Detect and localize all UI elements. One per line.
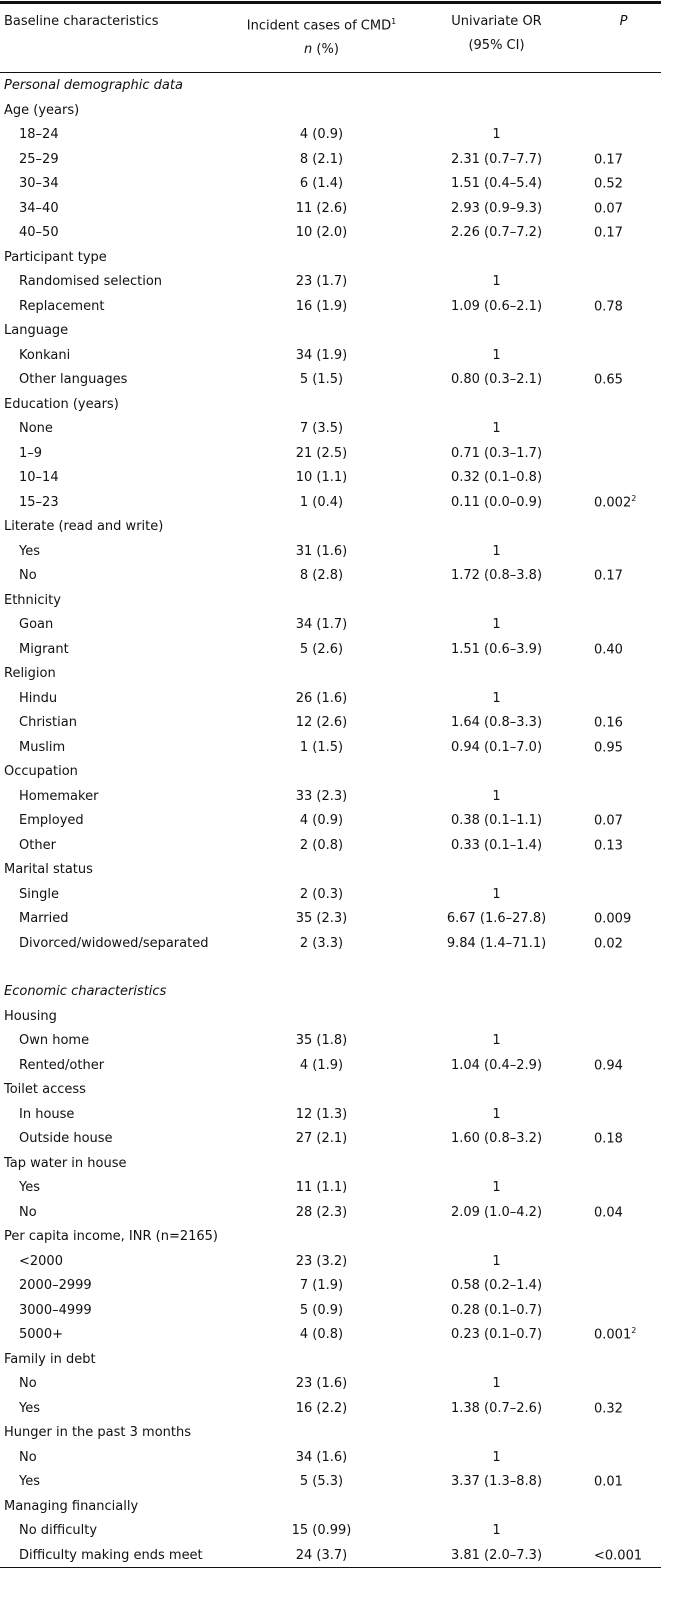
- p-value-cell: [582, 612, 661, 637]
- group-row: [0, 1420, 661, 1445]
- p-value-cell: [582, 1273, 661, 1298]
- odds-ratio-cell: 9.84 (1.4–71.1): [446, 935, 547, 951]
- group-row: [0, 318, 661, 343]
- table-row: [0, 1175, 661, 1200]
- p-value-cell: 0.52: [594, 176, 623, 192]
- p-value-cell: 0.16: [594, 715, 623, 731]
- odds-ratio-cell: 1: [492, 1033, 501, 1049]
- table-body: [0, 72, 661, 1568]
- incident-cases-cell: 23 (1.6): [295, 1376, 348, 1392]
- group-label: Occupation: [4, 764, 78, 780]
- header-univariate-or: Univariate OR (95% CI): [451, 14, 542, 53]
- odds-ratio-cell: 1: [492, 421, 501, 437]
- group-label: Housing: [4, 1008, 57, 1024]
- incident-cases-cell: 8 (2.1): [299, 151, 344, 167]
- table-row: [0, 1445, 661, 1470]
- odds-ratio-cell: 1: [492, 347, 501, 363]
- incident-cases-cell: 2 (3.3): [299, 935, 344, 951]
- table-row: [0, 1543, 661, 1568]
- row-label: Yes: [19, 1400, 40, 1416]
- p-value-cell: [582, 1445, 661, 1470]
- header-row: [0, 4, 661, 62]
- table-row: [0, 882, 661, 907]
- p-value-cell: [582, 882, 661, 907]
- incident-cases-cell: 16 (2.2): [295, 1400, 348, 1416]
- odds-ratio-cell: 1: [492, 1106, 501, 1122]
- row-label: Hindu: [19, 690, 58, 706]
- incident-cases-cell: 1 (0.4): [299, 494, 344, 510]
- group-label: Hunger in the past 3 months: [4, 1425, 192, 1441]
- group-row: [0, 1494, 661, 1519]
- incident-cases-cell: 8 (2.8): [299, 568, 344, 584]
- p-value-cell: [582, 1518, 661, 1543]
- p-value-cell: <0.001: [594, 1548, 643, 1564]
- p-value-cell: 0.32: [594, 1401, 623, 1417]
- group-label: Participant type: [4, 249, 107, 265]
- header-baseline: Baseline characteristics: [4, 14, 159, 29]
- table-row: [0, 539, 661, 564]
- group-row: [0, 1151, 661, 1176]
- table-container: [0, 1, 661, 1568]
- table-row: [0, 1200, 661, 1225]
- odds-ratio-cell: 0.33 (0.1–1.4): [450, 837, 543, 853]
- odds-ratio-cell: 1.04 (0.4–2.9): [450, 1057, 543, 1073]
- p-value-cell: 0.07: [594, 201, 623, 217]
- odds-ratio-cell: 0.32 (0.1–0.8): [450, 470, 543, 486]
- p-value-cell: [582, 465, 661, 490]
- incident-cases-cell: 2 (0.8): [299, 837, 344, 853]
- p-value-cell: [582, 1175, 661, 1200]
- row-label: Rented/other: [19, 1057, 105, 1073]
- row-label: Own home: [19, 1033, 90, 1049]
- row-label: Other languages: [19, 372, 128, 388]
- p-value-cell: [582, 441, 661, 466]
- table-row: [0, 490, 661, 515]
- table-row: [0, 808, 661, 833]
- p-value-cell: 0.17: [594, 225, 623, 241]
- p-value-cell: 0.65: [594, 372, 623, 388]
- p-value-cell: 0.13: [594, 838, 623, 854]
- row-label: Yes: [19, 1180, 40, 1196]
- table-row: [0, 1396, 661, 1421]
- row-label: 1–9: [19, 445, 43, 461]
- group-row: [0, 514, 661, 539]
- odds-ratio-cell: 1.51 (0.4–5.4): [450, 176, 543, 192]
- p-value-cell: 0.40: [594, 642, 623, 658]
- group-label: Managing financially: [4, 1498, 139, 1514]
- table-row: [0, 710, 661, 735]
- group-label: Literate (read and write): [4, 519, 164, 535]
- incident-cases-cell: 5 (0.9): [299, 1302, 344, 1318]
- odds-ratio-cell: 1: [492, 1180, 501, 1196]
- odds-ratio-cell: 1: [492, 617, 501, 633]
- odds-ratio-cell: 0.23 (0.1–0.7): [450, 1327, 543, 1343]
- table-row: [0, 416, 661, 441]
- table-row: [0, 1518, 661, 1543]
- group-row: [0, 1004, 661, 1029]
- incident-cases-cell: 5 (1.5): [299, 372, 344, 388]
- table-row: [0, 1053, 661, 1078]
- incident-cases-cell: 15 (0.99): [291, 1523, 352, 1539]
- table-row: [0, 294, 661, 319]
- odds-ratio-cell: 0.38 (0.1–1.1): [450, 813, 543, 829]
- odds-ratio-cell: 1: [492, 127, 501, 143]
- group-label: Toilet access: [4, 1082, 86, 1098]
- incident-cases-cell: 2 (0.3): [299, 886, 344, 902]
- section-title-text: Personal demographic data: [4, 78, 183, 94]
- row-label: <2000: [19, 1253, 63, 1269]
- p-value-cell: [582, 343, 661, 368]
- p-value-cell: 0.002$^2$: [594, 493, 637, 511]
- row-label: Married: [19, 911, 69, 927]
- incident-cases-cell: 26 (1.6): [295, 690, 348, 706]
- row-label: No: [19, 568, 37, 584]
- table-row: [0, 1322, 661, 1347]
- row-label: In house: [19, 1106, 75, 1122]
- section-title-text: Economic characteristics: [4, 984, 167, 1000]
- row-label: 18–24: [19, 127, 59, 143]
- incident-cases-cell: 31 (1.6): [295, 543, 348, 559]
- row-label: 34–40: [19, 200, 59, 216]
- group-label: Ethnicity: [4, 592, 61, 608]
- p-value-cell: [582, 784, 661, 809]
- p-value-cell: 0.17: [594, 568, 623, 584]
- table-row: [0, 1028, 661, 1053]
- incident-cases-cell: 11 (2.6): [295, 200, 348, 216]
- row-label: No: [19, 1204, 37, 1220]
- row-label: Migrant: [19, 641, 69, 657]
- table-row: [0, 906, 661, 931]
- odds-ratio-cell: 1: [492, 1523, 501, 1539]
- group-label: Religion: [4, 666, 56, 682]
- table-row: [0, 122, 661, 147]
- table-row: [0, 1469, 661, 1494]
- row-label: Goan: [19, 617, 54, 633]
- incident-cases-cell: 12 (1.3): [295, 1106, 348, 1122]
- incident-cases-cell: 10 (2.0): [295, 225, 348, 241]
- odds-ratio-cell: 1: [492, 274, 501, 290]
- incident-cases-cell: 24 (3.7): [295, 1547, 348, 1563]
- table-row: [0, 931, 661, 956]
- incident-cases-cell: 4 (1.9): [299, 1057, 344, 1073]
- section-title: [0, 979, 661, 1004]
- odds-ratio-cell: 1: [492, 543, 501, 559]
- group-label: Tap water in house: [4, 1155, 127, 1171]
- table-row: [0, 171, 661, 196]
- table-row: [0, 735, 661, 760]
- row-label: Muslim: [19, 739, 66, 755]
- odds-ratio-cell: 0.71 (0.3–1.7): [450, 445, 543, 461]
- header-p-value: P: [619, 14, 628, 29]
- odds-ratio-cell: 0.58 (0.2–1.4): [450, 1278, 543, 1294]
- group-row: [0, 245, 661, 270]
- odds-ratio-cell: 1.51 (0.6–3.9): [450, 641, 543, 657]
- table-row: [0, 637, 661, 662]
- p-value-cell: [582, 686, 661, 711]
- p-value-cell: 0.04: [594, 1205, 623, 1221]
- incident-cases-cell: 34 (1.6): [295, 1449, 348, 1465]
- row-label: Yes: [19, 543, 40, 559]
- incident-cases-cell: 33 (2.3): [295, 788, 348, 804]
- odds-ratio-cell: 2.26 (0.7–7.2): [450, 225, 543, 241]
- table-row: [0, 686, 661, 711]
- group-label: Per capita income, INR (n=2165): [4, 1229, 218, 1245]
- row-label: None: [19, 421, 53, 437]
- row-label: 3000–4999: [19, 1302, 92, 1318]
- incident-cases-cell: 21 (2.5): [295, 445, 348, 461]
- results-table: [0, 4, 661, 1568]
- incident-cases-cell: 23 (3.2): [295, 1253, 348, 1269]
- incident-cases-cell: 5 (5.3): [299, 1474, 344, 1490]
- bottom-rule: [0, 1567, 661, 1568]
- p-value-cell: [582, 416, 661, 441]
- p-value-cell: [582, 1298, 661, 1323]
- odds-ratio-cell: 2.31 (0.7–7.7): [450, 151, 543, 167]
- odds-ratio-cell: 3.81 (2.0–7.3): [450, 1547, 543, 1563]
- group-row: [0, 759, 661, 784]
- p-value-cell: 0.07: [594, 813, 623, 829]
- p-value-cell: 0.01: [594, 1474, 623, 1490]
- odds-ratio-cell: 1.64 (0.8–3.3): [450, 715, 543, 731]
- odds-ratio-cell: 1.38 (0.7–2.6): [450, 1400, 543, 1416]
- table-row: [0, 367, 661, 392]
- row-label: Outside house: [19, 1131, 113, 1147]
- incident-cases-cell: 1 (1.5): [299, 739, 344, 755]
- row-label: Divorced/widowed/separated: [19, 935, 209, 951]
- table-row: [0, 465, 661, 490]
- incident-cases-cell: 10 (1.1): [295, 470, 348, 486]
- p-value-cell: 0.009: [594, 911, 632, 927]
- incident-cases-cell: 7 (1.9): [299, 1278, 344, 1294]
- group-row: [0, 1077, 661, 1102]
- table-row: [0, 441, 661, 466]
- table-row: [0, 343, 661, 368]
- group-row: [0, 1347, 661, 1372]
- odds-ratio-cell: 1: [492, 1449, 501, 1465]
- row-label: Employed: [19, 813, 84, 829]
- table-row: [0, 1273, 661, 1298]
- group-label: Age (years): [4, 102, 80, 118]
- p-value-cell: [582, 1371, 661, 1396]
- incident-cases-cell: 23 (1.7): [295, 274, 348, 290]
- odds-ratio-cell: 0.94 (0.1–7.0): [450, 739, 543, 755]
- group-row: [0, 392, 661, 417]
- incident-cases-cell: 34 (1.9): [295, 347, 348, 363]
- table-row: [0, 220, 661, 245]
- p-value-cell: [582, 269, 661, 294]
- p-value-cell: 0.78: [594, 299, 623, 315]
- row-label: 10–14: [19, 470, 59, 486]
- table-row: [0, 147, 661, 172]
- p-value-cell: 0.94: [594, 1058, 623, 1074]
- incident-cases-cell: 11 (1.1): [295, 1180, 348, 1196]
- row-label: Randomised selection: [19, 274, 163, 290]
- table-row: [0, 1298, 661, 1323]
- incident-cases-cell: 16 (1.9): [295, 298, 348, 314]
- section-title: [0, 73, 661, 98]
- incident-cases-cell: 27 (2.1): [295, 1131, 348, 1147]
- incident-cases-cell: 4 (0.9): [299, 127, 344, 143]
- table-row: [0, 269, 661, 294]
- odds-ratio-cell: 1: [492, 886, 501, 902]
- incident-cases-cell: 28 (2.3): [295, 1204, 348, 1220]
- p-value-cell: 0.17: [594, 152, 623, 168]
- p-value-cell: [582, 1102, 661, 1127]
- row-label: No: [19, 1376, 37, 1392]
- p-value-cell: 0.18: [594, 1131, 623, 1147]
- table-row: [0, 784, 661, 809]
- group-row: [0, 1224, 661, 1249]
- incident-cases-cell: 12 (2.6): [295, 715, 348, 731]
- incident-cases-cell: 7 (3.5): [299, 421, 344, 437]
- row-label: 40–50: [19, 225, 59, 241]
- row-label: Single: [19, 886, 59, 902]
- group-row: [0, 98, 661, 123]
- table-row: [0, 1126, 661, 1151]
- odds-ratio-cell: 1.09 (0.6–2.1): [450, 298, 543, 314]
- row-label: Other: [19, 837, 56, 853]
- group-label: Marital status: [4, 862, 93, 878]
- row-label: 25–29: [19, 151, 59, 167]
- p-value-cell: 0.02: [594, 936, 623, 952]
- group-row: [0, 661, 661, 686]
- table-row: [0, 1249, 661, 1274]
- odds-ratio-cell: 2.93 (0.9–9.3): [450, 200, 543, 216]
- group-row: [0, 857, 661, 882]
- table-row: [0, 612, 661, 637]
- group-label: Education (years): [4, 396, 119, 412]
- odds-ratio-cell: 1.60 (0.8–3.2): [450, 1131, 543, 1147]
- incident-cases-cell: 6 (1.4): [299, 176, 344, 192]
- row-label: Replacement: [19, 298, 105, 314]
- row-label: Homemaker: [19, 788, 99, 804]
- incident-cases-cell: 35 (1.8): [295, 1033, 348, 1049]
- odds-ratio-cell: 1: [492, 690, 501, 706]
- odds-ratio-cell: 2.09 (1.0–4.2): [450, 1204, 543, 1220]
- group-row: [0, 588, 661, 613]
- odds-ratio-cell: 0.28 (0.1–0.7): [450, 1302, 543, 1318]
- incident-cases-cell: 4 (0.9): [299, 813, 344, 829]
- row-label: Christian: [19, 715, 77, 731]
- p-value-cell: 0.95: [594, 740, 623, 756]
- row-label: Yes: [19, 1474, 40, 1490]
- row-label: 15–23: [19, 494, 59, 510]
- group-label: Language: [4, 323, 69, 339]
- odds-ratio-cell: 1: [492, 1253, 501, 1269]
- row-label: 30–34: [19, 176, 59, 192]
- row-label: No difficulty: [19, 1523, 98, 1539]
- row-label: Konkani: [19, 347, 71, 363]
- odds-ratio-cell: 0.80 (0.3–2.1): [450, 372, 543, 388]
- p-value-cell: [582, 539, 661, 564]
- row-label: 2000–2999: [19, 1278, 92, 1294]
- p-value-cell: [582, 1249, 661, 1274]
- p-value-cell: [582, 1028, 661, 1053]
- odds-ratio-cell: 1: [492, 1376, 501, 1392]
- incident-cases-cell: 35 (2.3): [295, 911, 348, 927]
- table-row: [0, 196, 661, 221]
- odds-ratio-cell: 6.67 (1.6–27.8): [446, 911, 547, 927]
- odds-ratio-cell: 0.11 (0.0–0.9): [450, 494, 543, 510]
- table-row: [0, 833, 661, 858]
- table-row: [0, 563, 661, 588]
- row-label: No: [19, 1449, 37, 1465]
- odds-ratio-cell: 1.72 (0.8–3.8): [450, 568, 543, 584]
- table-row: [0, 1371, 661, 1396]
- odds-ratio-cell: 3.37 (1.3–8.8): [450, 1474, 543, 1490]
- odds-ratio-cell: 1: [492, 788, 501, 804]
- header-incident-cases: Incident cases of CMD$^1$ n (%): [246, 17, 397, 58]
- incident-cases-cell: 34 (1.7): [295, 617, 348, 633]
- row-label: 5000+: [19, 1327, 63, 1343]
- p-value-cell: 0.001$^2$: [594, 1326, 637, 1343]
- incident-cases-cell: 5 (2.6): [299, 641, 344, 657]
- table-row: [0, 1102, 661, 1127]
- incident-cases-cell: 4 (0.8): [299, 1327, 344, 1343]
- row-label: Difficulty making ends meet: [19, 1547, 203, 1563]
- p-value-cell: [582, 122, 661, 147]
- group-label: Family in debt: [4, 1351, 96, 1367]
